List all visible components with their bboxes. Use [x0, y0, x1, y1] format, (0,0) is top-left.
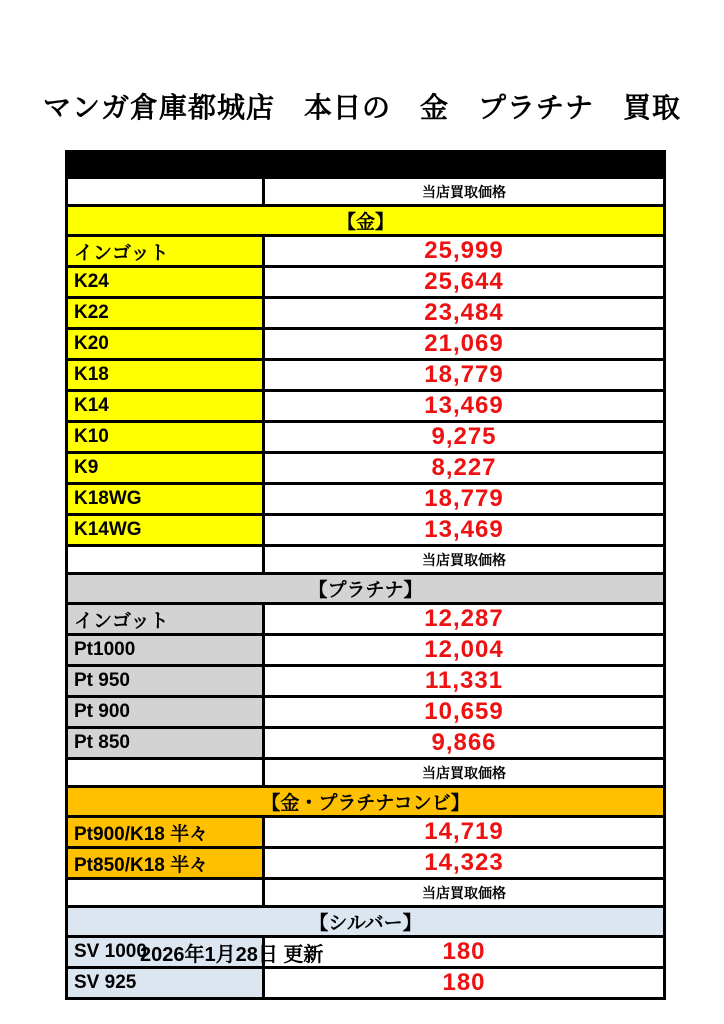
item-name-cell: K22: [67, 298, 264, 329]
table-row: [67, 879, 665, 907]
section-header-gold: 【金】: [67, 206, 665, 236]
table-row: [67, 666, 665, 697]
price-value-cell: 14,719: [264, 817, 665, 848]
blank-cell: [67, 178, 264, 206]
item-name-cell: SV 1000: [67, 937, 264, 968]
table-row: [67, 152, 665, 178]
table-row: [67, 697, 665, 728]
item-name-cell: インゴット: [67, 236, 264, 267]
table-row: [67, 515, 665, 546]
page-title: マンガ倉庫都城店 本日の 金 プラチナ 買取: [42, 92, 681, 123]
table-row: [67, 907, 665, 937]
price-value-cell: 18,779: [264, 360, 665, 391]
section-header-gold-platinum-combo: 【金・プラチナコンビ】: [67, 787, 665, 817]
blank-cell: [67, 879, 264, 907]
item-name-cell: K14: [67, 391, 264, 422]
price-value-cell: 14,323: [264, 848, 665, 879]
price-column-header: 当店買取価格: [264, 546, 665, 574]
price-value-cell: 13,469: [264, 391, 665, 422]
price-value-cell: 12,287: [264, 604, 665, 635]
price-value-cell: 11,331: [264, 666, 665, 697]
section-header-silver: 【シルバー】: [67, 907, 665, 937]
item-name-cell: K10: [67, 422, 264, 453]
blank-cell: [67, 546, 264, 574]
price-column-header: 当店買取価格: [264, 879, 665, 907]
table-row: [67, 267, 665, 298]
update-date: 2026年1月28日 更新: [140, 944, 324, 966]
table-row: [67, 635, 665, 666]
table-row: [67, 178, 665, 206]
price-value-cell: 180: [264, 937, 665, 968]
item-name-cell: K24: [67, 267, 264, 298]
price-value-cell: 18,779: [264, 484, 665, 515]
table-row: [67, 391, 665, 422]
price-value-cell: 21,069: [264, 329, 665, 360]
item-name-cell: Pt 900: [67, 697, 264, 728]
price-table-body: [67, 152, 665, 999]
table-row: [67, 604, 665, 635]
section-header-platinum: 【プラチナ】: [67, 574, 665, 604]
item-name-cell: K20: [67, 329, 264, 360]
table-row: [67, 206, 665, 236]
table-row: [67, 453, 665, 484]
table-row: [67, 298, 665, 329]
price-value-cell: 8,227: [264, 453, 665, 484]
table-row: [67, 817, 665, 848]
item-name-cell: K18: [67, 360, 264, 391]
table-row: [67, 546, 665, 574]
price-table: [65, 150, 666, 1000]
item-name-cell: K18WG: [67, 484, 264, 515]
price-value-cell: 180: [264, 968, 665, 999]
table-row: [67, 728, 665, 759]
table-row: [67, 236, 665, 267]
price-value-cell: 23,484: [264, 298, 665, 329]
table-row: [67, 787, 665, 817]
table-row: [67, 422, 665, 453]
price-value-cell: 9,275: [264, 422, 665, 453]
price-value-cell: 25,999: [264, 236, 665, 267]
price-value-cell: 13,469: [264, 515, 665, 546]
table-row: [67, 360, 665, 391]
item-name-cell: Pt 850: [67, 728, 264, 759]
price-value-cell: 10,659: [264, 697, 665, 728]
header-bar: [67, 152, 665, 178]
table-row: [67, 848, 665, 879]
item-name-cell: Pt1000: [67, 635, 264, 666]
price-value-cell: 12,004: [264, 635, 665, 666]
item-name-cell: SV 925: [67, 968, 264, 999]
item-name-cell: K14WG: [67, 515, 264, 546]
table-row: [67, 329, 665, 360]
table-row: [67, 759, 665, 787]
blank-cell: [67, 759, 264, 787]
item-name-cell: Pt900/K18 半々: [67, 817, 264, 848]
table-row: [67, 968, 665, 999]
item-name-cell: インゴット: [67, 604, 264, 635]
price-column-header: 当店買取価格: [264, 178, 665, 206]
item-name-cell: Pt850/K18 半々: [67, 848, 264, 879]
price-value-cell: 25,644: [264, 267, 665, 298]
price-column-header: 当店買取価格: [264, 759, 665, 787]
table-row: [67, 484, 665, 515]
item-name-cell: K9: [67, 453, 264, 484]
price-value-cell: 9,866: [264, 728, 665, 759]
table-row: [67, 574, 665, 604]
item-name-cell: Pt 950: [67, 666, 264, 697]
